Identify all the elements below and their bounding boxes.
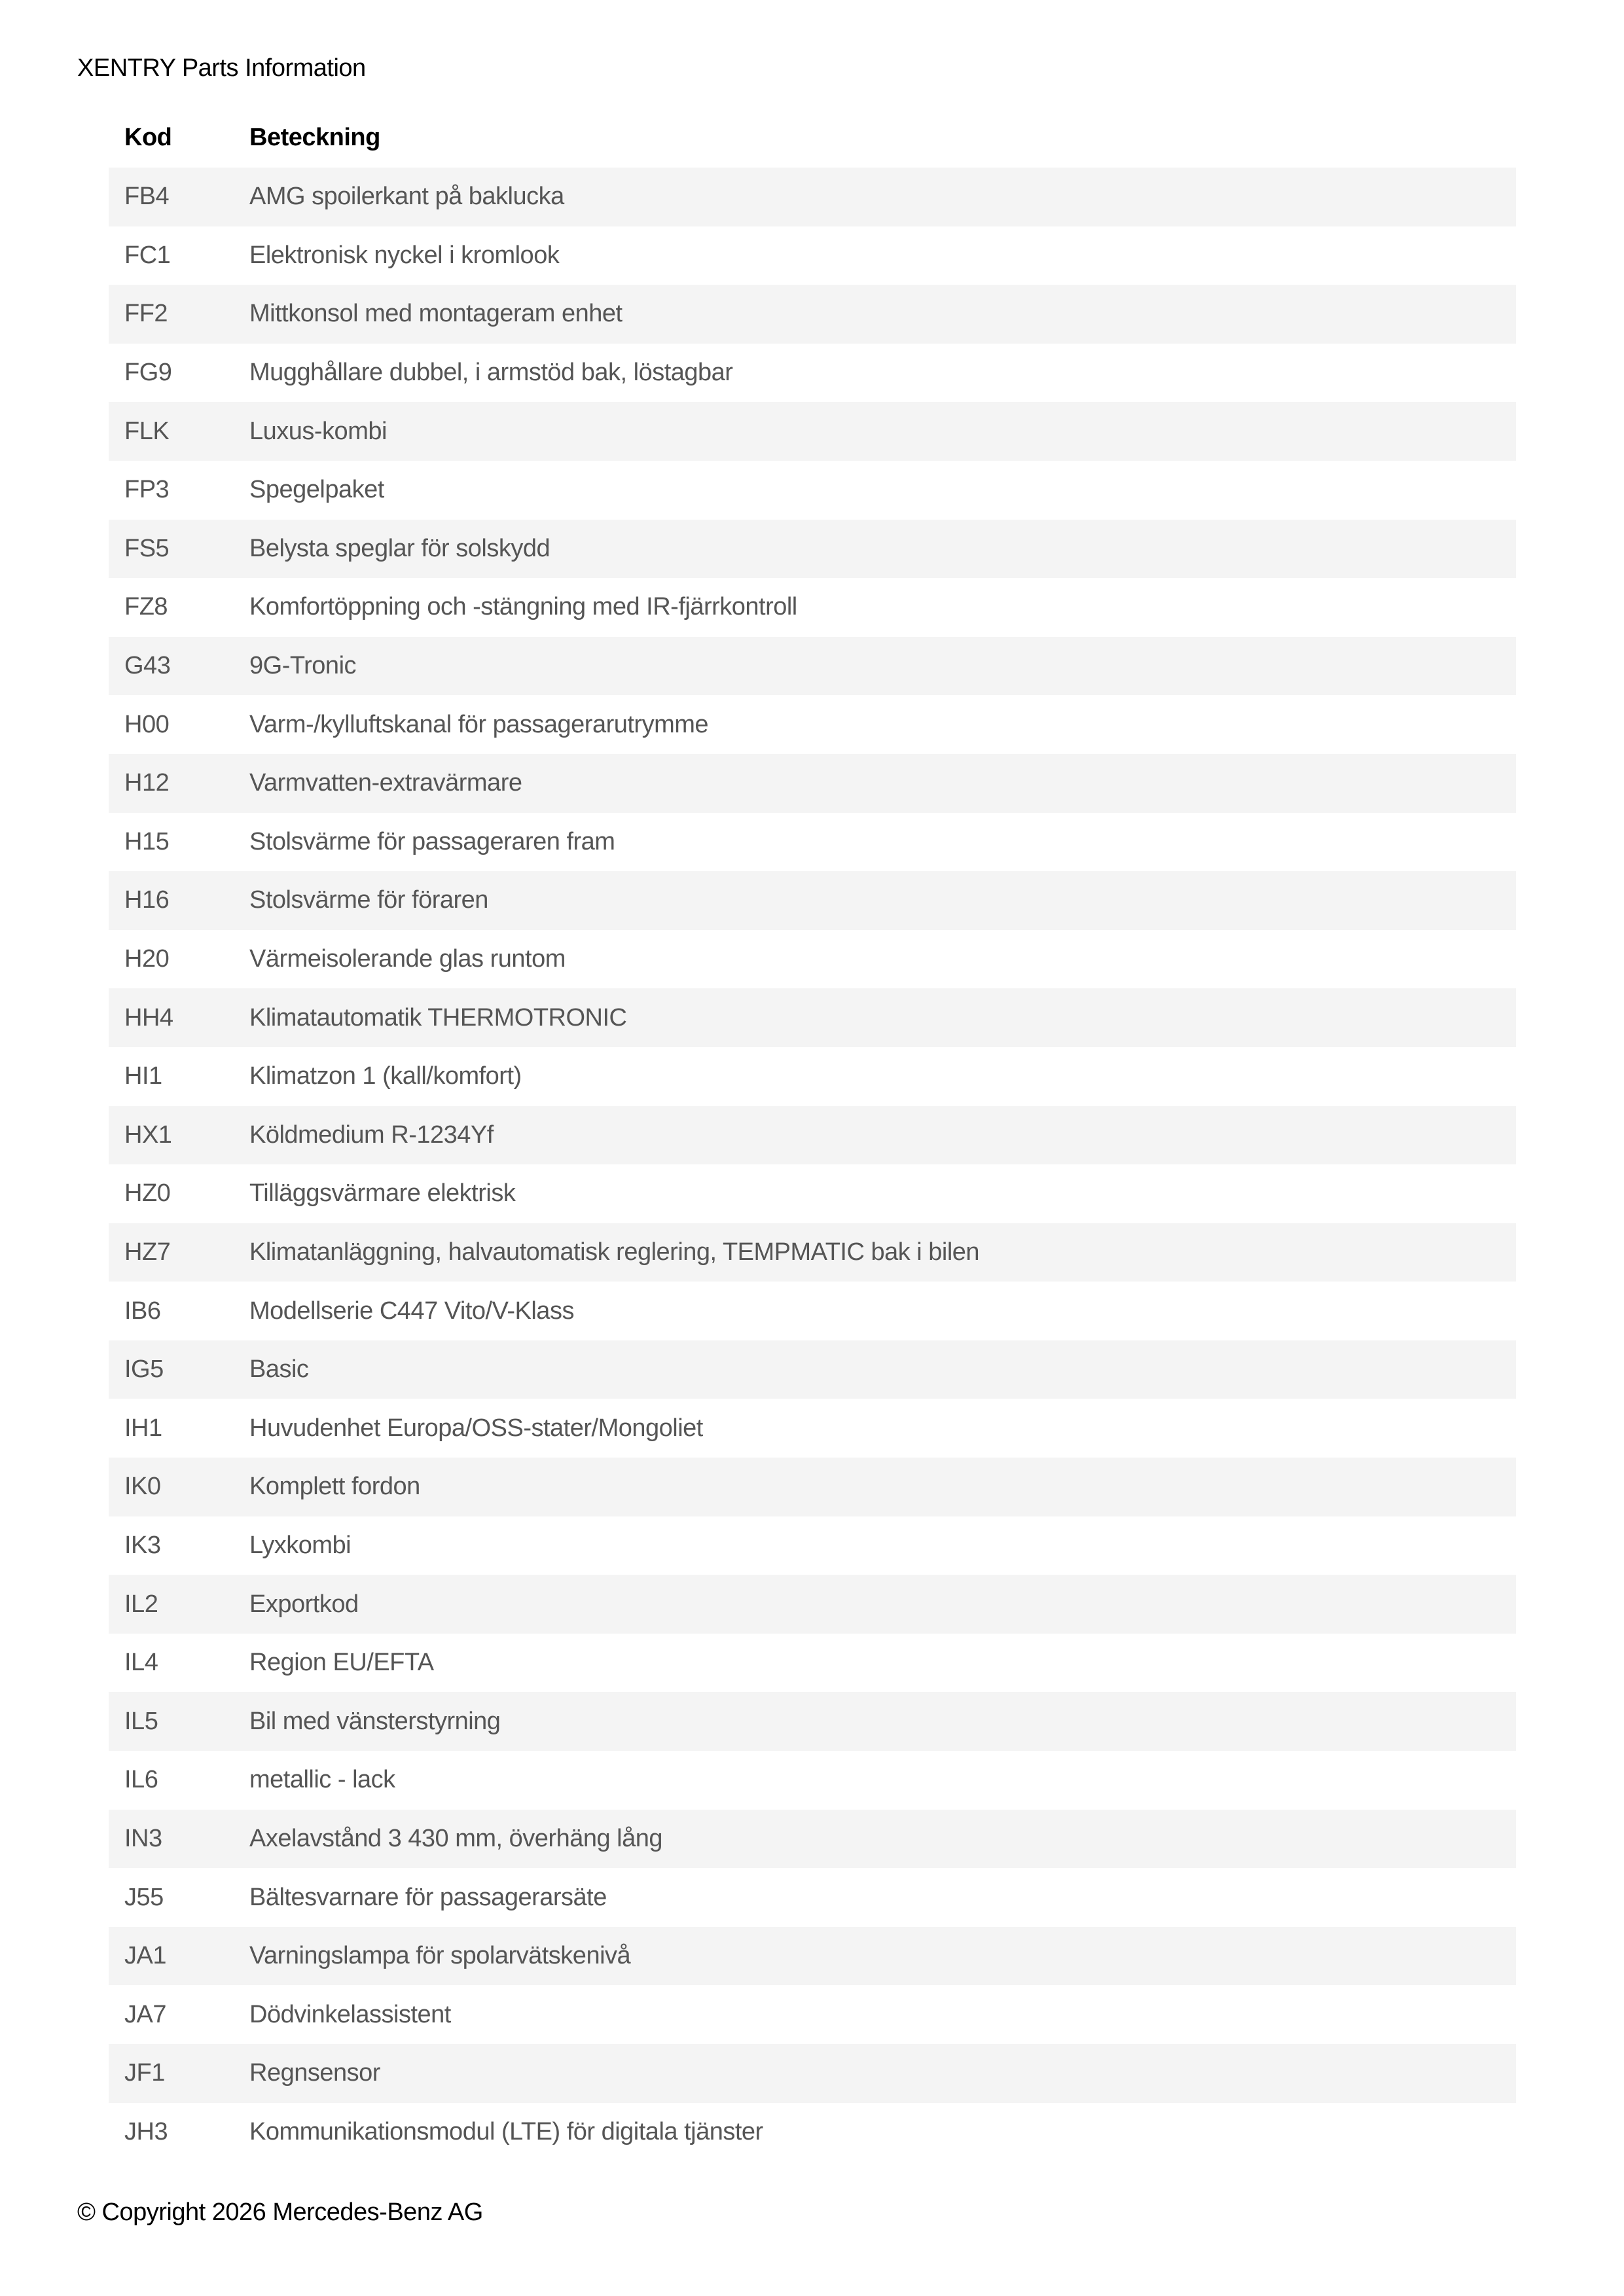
table-row <box>109 520 1516 579</box>
description-cell: Komfortöppning och -stängning med IR-fjärrkontroll <box>234 578 1516 637</box>
code-cell: JA1 <box>109 1927 234 1986</box>
description-cell: Varmvatten-extravärmare <box>234 754 1516 813</box>
table-row <box>109 637 1516 696</box>
description-cell: Spegelpaket <box>234 461 1516 520</box>
code-cell: IK3 <box>109 1516 234 1575</box>
table-row <box>109 1868 1516 1927</box>
table-row <box>109 1810 1516 1869</box>
code-cell: JA7 <box>109 1985 234 2044</box>
code-cell: JH3 <box>109 2103 234 2162</box>
table-row <box>109 1634 1516 1693</box>
table-row <box>109 461 1516 520</box>
description-cell: Stolsvärme för föraren <box>234 871 1516 930</box>
description-cell: Lyxkombi <box>234 1516 1516 1575</box>
table-row <box>109 402 1516 461</box>
description-cell: Mittkonsol med montageram enhet <box>234 285 1516 344</box>
table-row <box>109 1575 1516 1634</box>
code-cell: IL2 <box>109 1575 234 1634</box>
code-cell: IL6 <box>109 1751 234 1810</box>
table-row <box>109 1927 1516 1986</box>
code-cell: J55 <box>109 1868 234 1927</box>
code-cell: IH1 <box>109 1399 234 1458</box>
description-cell: Klimatautomatik THERMOTRONIC <box>234 988 1516 1047</box>
code-cell: IG5 <box>109 1340 234 1399</box>
code-cell: HI1 <box>109 1047 234 1106</box>
description-cell: Modellserie C447 Vito/V-Klass <box>234 1282 1516 1340</box>
description-cell: Regnsensor <box>234 2044 1516 2103</box>
description-cell: metallic - lack <box>234 1751 1516 1810</box>
column-header-code: Kod <box>124 124 172 151</box>
page-title: XENTRY Parts Information <box>77 54 366 82</box>
table-row <box>109 1106 1516 1165</box>
table-row <box>109 871 1516 930</box>
table-body <box>109 168 1516 2161</box>
description-cell: 9G-Tronic <box>234 637 1516 696</box>
code-cell: H15 <box>109 813 234 872</box>
table-row <box>109 226 1516 285</box>
code-cell: G43 <box>109 637 234 696</box>
description-cell: Varningslampa för spolarvätskenivå <box>234 1927 1516 1986</box>
description-cell: Tilläggsvärmare elektrisk <box>234 1164 1516 1223</box>
code-cell: IK0 <box>109 1458 234 1516</box>
code-cell: FLK <box>109 402 234 461</box>
table-row <box>109 1516 1516 1575</box>
table-row <box>109 1458 1516 1516</box>
table-header-row <box>109 108 1516 168</box>
code-cell: H12 <box>109 754 234 813</box>
table-row <box>109 168 1516 226</box>
table-row <box>109 1047 1516 1106</box>
code-cell: FB4 <box>109 168 234 226</box>
code-cell: HH4 <box>109 988 234 1047</box>
code-cell: FG9 <box>109 344 234 403</box>
description-cell: Belysta speglar för solskydd <box>234 520 1516 579</box>
table-row <box>109 1751 1516 1810</box>
table-row <box>109 1692 1516 1751</box>
description-cell: Varm-/kylluftskanal för passagerarutrymme <box>234 695 1516 754</box>
description-cell: Komplett fordon <box>234 1458 1516 1516</box>
description-cell: Kommunikationsmodul (LTE) för digitala tjänster <box>234 2103 1516 2162</box>
description-cell: Dödvinkelassistent <box>234 1985 1516 2044</box>
description-cell: Axelavstånd 3 430 mm, överhäng lång <box>234 1810 1516 1869</box>
table-row <box>109 813 1516 872</box>
table-row <box>109 2103 1516 2162</box>
table-row <box>109 578 1516 637</box>
table-row <box>109 988 1516 1047</box>
table-row <box>109 1164 1516 1223</box>
description-cell: Huvudenhet Europa/OSS-stater/Mongoliet <box>234 1399 1516 1458</box>
code-cell: H16 <box>109 871 234 930</box>
table-row <box>109 1340 1516 1399</box>
description-cell: Stolsvärme för passageraren fram <box>234 813 1516 872</box>
code-cell: FC1 <box>109 226 234 285</box>
description-cell: AMG spoilerkant på baklucka <box>234 168 1516 226</box>
code-cell: IB6 <box>109 1282 234 1340</box>
description-cell: Bil med vänsterstyrning <box>234 1692 1516 1751</box>
table-row <box>109 285 1516 344</box>
table-row <box>109 344 1516 403</box>
table-row <box>109 1399 1516 1458</box>
code-cell: JF1 <box>109 2044 234 2103</box>
description-cell: Luxus-kombi <box>234 402 1516 461</box>
description-cell: Klimatzon 1 (kall/komfort) <box>234 1047 1516 1106</box>
copyright-footer: © Copyright 2026 Mercedes-Benz AG <box>77 2198 483 2226</box>
table-row <box>109 1282 1516 1340</box>
code-cell: HZ0 <box>109 1164 234 1223</box>
description-cell: Köldmedium R-1234Yf <box>234 1106 1516 1165</box>
table-row <box>109 930 1516 989</box>
code-cell: FP3 <box>109 461 234 520</box>
code-cell: HZ7 <box>109 1223 234 1282</box>
table-row <box>109 1223 1516 1282</box>
code-cell: H20 <box>109 930 234 989</box>
table-row <box>109 695 1516 754</box>
description-cell: Klimatanläggning, halvautomatisk reglering, TEMPMATIC bak i bilen <box>234 1223 1516 1282</box>
parts-code-table <box>109 108 1516 2161</box>
description-cell: Region EU/EFTA <box>234 1634 1516 1693</box>
code-cell: FS5 <box>109 520 234 579</box>
description-cell: Exportkod <box>234 1575 1516 1634</box>
column-header-description: Beteckning <box>249 124 380 151</box>
code-cell: IL5 <box>109 1692 234 1751</box>
table-row <box>109 754 1516 813</box>
description-cell: Bältesvarnare för passagerarsäte <box>234 1868 1516 1927</box>
code-cell: FZ8 <box>109 578 234 637</box>
table-row <box>109 1985 1516 2044</box>
code-cell: IL4 <box>109 1634 234 1693</box>
description-cell: Mugghållare dubbel, i armstöd bak, löstagbar <box>234 344 1516 403</box>
code-cell: HX1 <box>109 1106 234 1165</box>
code-cell: FF2 <box>109 285 234 344</box>
description-cell: Värmeisolerande glas runtom <box>234 930 1516 989</box>
code-cell: IN3 <box>109 1810 234 1869</box>
code-cell: H00 <box>109 695 234 754</box>
description-cell: Elektronisk nyckel i kromlook <box>234 226 1516 285</box>
table-row <box>109 2044 1516 2103</box>
description-cell: Basic <box>234 1340 1516 1399</box>
